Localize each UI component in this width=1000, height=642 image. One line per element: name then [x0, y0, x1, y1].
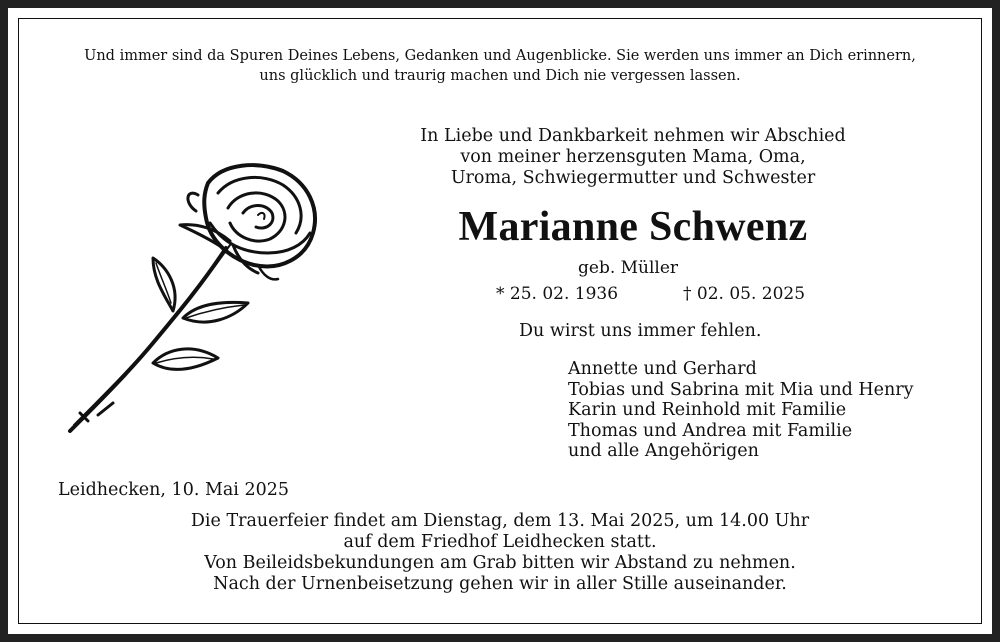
farewell-intro	[393, 126, 873, 189]
mourner: Annette und Gerhard	[568, 359, 757, 379]
service-line-3: Von Beileidsbekundungen am Grab bitten wir Abstand zu nehmen.	[204, 553, 796, 573]
mourner: und alle Angehörigen	[568, 441, 759, 461]
quote-line-1: Und immer sind da Spuren Deines Lebens, Gedanken und Augenblicke. Sie werden uns immer an Dich erinnern,	[84, 48, 916, 64]
service-line-4: Nach der Urnenbeisetzung gehen wir in aller Stille auseinander.	[213, 574, 787, 594]
rose-drawing-icon	[58, 153, 328, 443]
service-line-1: Die Trauerfeier findet am Dienstag, dem 13. Mai 2025, um 14.00 Uhr	[190, 511, 810, 531]
death-date: † 02. 05. 2025	[683, 284, 806, 304]
memorial-quote	[8, 46, 992, 86]
birth-name: geb. Müller	[578, 258, 679, 278]
motto: Du wirst uns immer fehlen.	[519, 321, 762, 341]
intro-line-2: von meiner herzensguten Mama, Oma,	[460, 147, 806, 167]
birth-date: * 25. 02. 1936	[496, 284, 619, 304]
service-line-2: auf dem Friedhof Leidhecken statt.	[343, 532, 657, 552]
intro-line-1: In Liebe und Dankbarkeit nehmen wir Abschied	[420, 126, 846, 146]
quote-line-2: uns glücklich und traurig machen und Dich nie vergessen lassen.	[259, 68, 741, 84]
funeral-service-info	[8, 511, 992, 595]
intro-line-3: Uroma, Schwiegermutter und Schwester	[450, 168, 816, 188]
mourner: Karin und Reinhold mit Familie	[568, 400, 847, 420]
mourners-list	[568, 359, 914, 462]
obituary-notice	[8, 8, 992, 634]
deceased-name: Marianne Schwenz	[458, 204, 808, 250]
mourner: Tobias und Sabrina mit Mia und Henry	[568, 379, 914, 400]
mourner: Thomas und Andrea mit Familie	[568, 420, 853, 441]
place-date: Leidhecken, 10. Mai 2025	[58, 480, 290, 500]
